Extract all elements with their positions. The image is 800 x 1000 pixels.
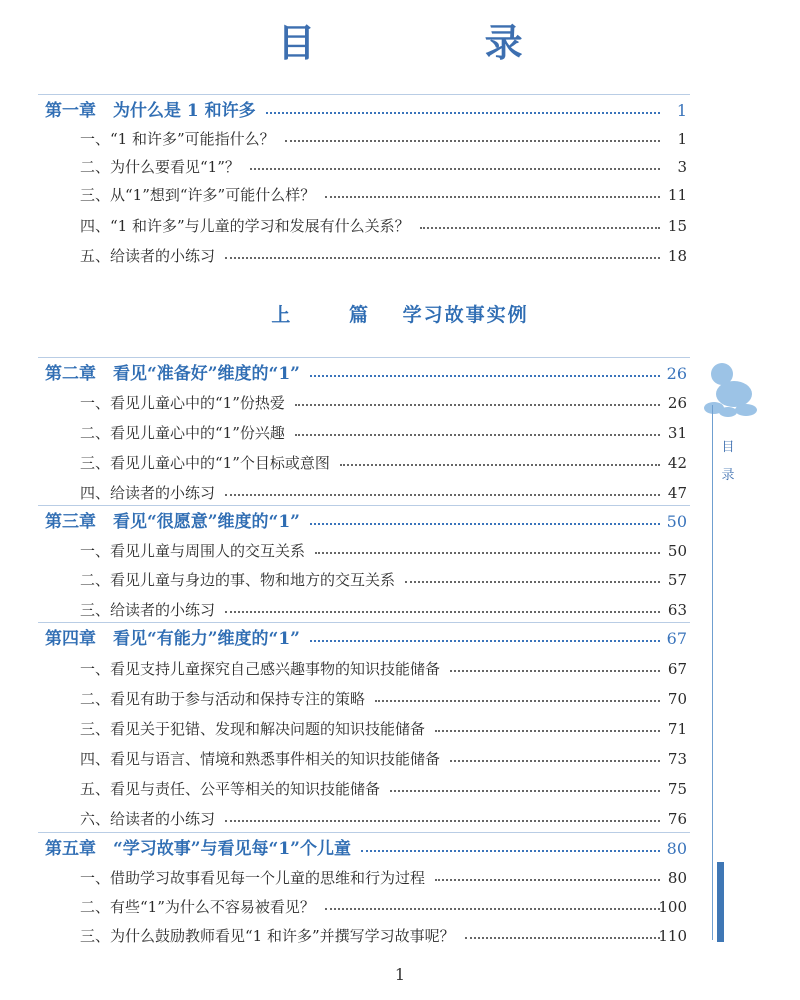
dot-leader [250,168,660,170]
page-reference: 71 [667,720,687,738]
chapter-title: 第一章 为什么是 1 和许多 [45,101,256,121]
page-reference: 50 [666,512,687,531]
toc-chapter-row [0,508,800,536]
dot-leader [310,375,660,377]
page-reference: 31 [667,424,687,442]
toc-section-row [0,775,800,803]
toc-chapter-row [0,625,800,653]
page-reference: 47 [667,484,687,502]
toc-chapter-row [0,97,800,125]
page-reference: 1 [676,101,687,120]
toc-section-row [0,419,800,447]
toc-section-row [0,922,800,950]
page-reference: 80 [667,869,687,887]
page-reference: 15 [667,217,687,235]
section-title: 三、为什么鼓励教师看见“1 和许多”并撰写学习故事呢？ [80,927,455,945]
page-reference: 67 [667,660,687,678]
page-title: 目 录 [277,20,601,65]
section-title: 二、看见儿童与身边的事、物和地方的交互关系 [80,571,396,589]
section-title: 一、看见儿童心中的“1”份热爱 [80,394,285,412]
dot-leader [225,820,660,822]
dot-leader [310,523,660,525]
section-title: 二、看见儿童心中的“1”份兴趣 [80,424,285,442]
dot-leader [375,700,660,702]
page-reference: 73 [667,750,687,768]
toc-section-row [0,893,800,921]
page-reference: 75 [667,780,687,798]
toc-section-row [0,479,800,507]
section-title: 一、“1 和许多”可能指什么？ [80,130,275,148]
page-reference: 70 [667,690,687,708]
side-rule [712,405,713,940]
section-title: 三、看见儿童心中的“1”个目标或意图 [80,454,330,472]
side-tab-label: 目 录 [721,440,735,483]
section-title: 二、有些“1”为什么不容易被看见？ [80,898,315,916]
dot-leader [266,112,660,114]
chapter-divider [38,622,690,623]
toc-chapter-row [0,835,800,863]
chapter-title: 第二章 看见“准备好”维度的“1” [45,364,300,384]
toc-chapter-row [0,360,800,388]
toc-section-row [0,181,800,209]
toc-section-row [0,389,800,417]
section-title: 四、看见与语言、情境和熟悉事件相关的知识技能储备 [80,750,441,768]
section-title: 一、看见支持儿童探究自己感兴趣事物的知识技能储备 [80,660,441,678]
dot-leader [315,552,660,554]
page-reference: 3 [677,158,687,176]
chapter-divider [38,505,690,506]
toc-section-row [0,449,800,477]
chapter-title: 第三章 看见“很愿意”维度的“1” [45,512,300,532]
toc-section-row [0,685,800,713]
page-reference: 42 [667,454,687,472]
section-title: 四、给读者的小练习 [80,484,216,502]
toc-section-row [0,745,800,773]
child-figure-icon [698,360,760,420]
part-prefix: 上 篇 [271,304,394,326]
dot-leader [405,581,660,583]
part-title: 学习故事实例 [402,304,529,326]
dot-leader [225,494,660,496]
toc-section-row [0,212,800,240]
page-reference: 110 [658,927,687,945]
page-reference: 63 [667,601,687,619]
chapter-divider [38,94,690,95]
toc-section-row [0,715,800,743]
toc-section-row [0,805,800,833]
dot-leader [295,434,660,436]
dot-leader [340,464,660,466]
section-title: 一、借助学习故事看见每一个儿童的思维和行为过程 [80,869,426,887]
toc-section-row [0,566,800,594]
page-reference: 11 [667,186,687,204]
page-reference: 1 [677,130,687,148]
part-heading [0,300,800,327]
page-reference: 26 [667,394,687,412]
chapter-divider [38,357,690,358]
page-reference: 67 [666,629,687,648]
section-title: 二、看见有助于参与活动和保持专注的策略 [80,690,366,708]
dot-leader [225,257,660,259]
toc-section-row [0,242,800,270]
toc-section-row [0,153,800,181]
page-reference: 76 [667,810,687,828]
section-title: 二、为什么要看见“1”？ [80,158,240,176]
section-title: 一、看见儿童与周围人的交互关系 [80,542,306,560]
page-reference: 18 [667,247,687,265]
section-title: 三、给读者的小练习 [80,601,216,619]
section-title: 四、“1 和许多”与儿童的学习和发展有什么关系？ [80,217,410,235]
dot-leader [295,404,660,406]
toc-section-row [0,125,800,153]
chapter-title: 第五章 “学习故事”与看见每“1”个儿童 [45,839,351,859]
dot-leader [285,140,660,142]
toc-section-row [0,655,800,683]
chapter-title: 第四章 看见“有能力”维度的“1” [45,629,300,649]
section-title: 五、看见与责任、公平等相关的知识技能储备 [80,780,381,798]
page-reference: 80 [666,839,687,858]
dot-leader [325,196,660,198]
section-title: 五、给读者的小练习 [80,247,216,265]
page-reference: 57 [667,571,687,589]
chapter-divider [38,832,690,833]
page-reference: 50 [667,542,687,560]
page-number: 1 [394,965,406,984]
toc-section-row [0,537,800,565]
section-title: 三、从“1”想到“许多”可能什么样？ [80,186,316,204]
dot-leader [310,640,660,642]
dot-leader [420,227,660,229]
dot-leader [361,850,660,852]
toc-section-row [0,864,800,892]
page-reference: 26 [666,364,687,383]
toc-section-row [0,596,800,624]
page-reference: 100 [658,898,687,916]
dot-leader [325,908,660,910]
side-accent-bar [717,862,724,942]
dot-leader [390,790,660,792]
section-title: 六、给读者的小练习 [80,810,216,828]
dot-leader [225,611,660,613]
section-title: 三、看见关于犯错、发现和解决问题的知识技能储备 [80,720,426,738]
